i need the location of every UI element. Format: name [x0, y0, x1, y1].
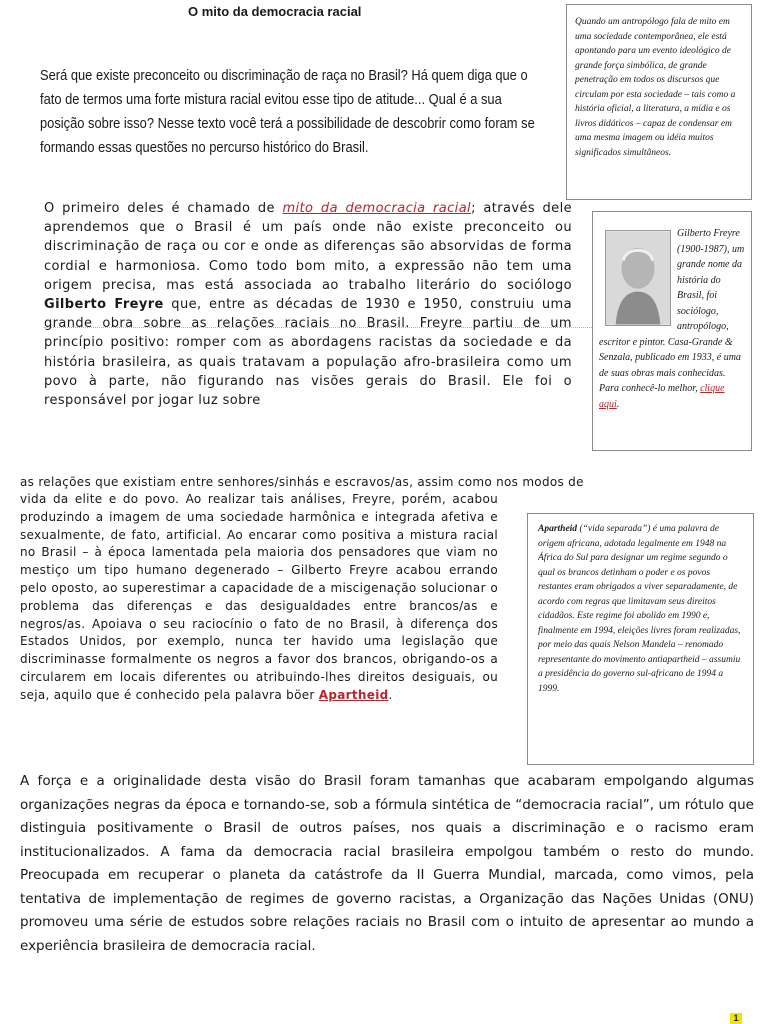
apartheid-term: Apartheid — [538, 524, 578, 534]
freyre-link[interactable]: clique aqui — [599, 383, 725, 410]
freyre-portrait-image — [605, 230, 671, 326]
apartheid-link[interactable]: Apartheid — [318, 687, 389, 702]
freyre-name: Gilberto Freyre — [44, 297, 164, 313]
dotted-divider — [44, 327, 592, 328]
sidebox-myth-text: Quando um antropólogo fala de mito em uma sociedade contemporânea, ele está apontando para um evento ideológico de grande força simbólica, de grande penetração em todos os discursos que circulam por esta sociedade – tais como a história oficial, a literatura, a mídia e os livros didáticos – capaz de condensar em uma mesma imagem ou idéia muitos significados simultâneos. — [575, 17, 736, 158]
paragraph-2: as relações que existiam entre senhores/sinhás e escravos/as, assim como nos modos de — [20, 475, 584, 489]
sidebox-apartheid — [527, 513, 754, 765]
p3-end: . — [388, 687, 393, 702]
p1-text-a: O primeiro deles é chamado de — [44, 201, 275, 216]
sidebox-freyre-text: Gilberto Freyre (1900-1987), um grande nome da história do Brasil, foi sociólogo, antropólogo, escritor e pintor. Casa-Grande & Senzala, publicado em 1933, é uma de suas obras mais conhecidas. Para conhecê-lo melhor, — [599, 228, 745, 394]
p3-text: vida da elite e do povo. Ao realizar tais análises, Freyre, porém, acabou produzindo a imagem de uma sociedade harmônica e integrada afetiva e sexualmente, de fato, artificial. Ao encarar como positiva a mistura racial no Brasil – à época lamentada pela maioria dos pensadores que viam no mestiço um tipo humano degenerado – Gilberto Freyre acabou errando pelo oposto, ao superestimar a capacidade de a miscigenação solucionar o problema das diferenças e das desigualdades entre brancos/as e negros/as. Apoiava o seu raciocínio o fato de no Brasil, à diferença dos Estados Unidos, por exemplo, nunca ter havido uma legislação que discriminasse formalmente os negros a favor dos brancos, obrigando-os a circularem em locais diferentes ou atribuindo-lhes direitos desiguais, ou seja, aquilo que é conhecido pela palavra böer — [20, 492, 498, 702]
sidebox-apartheid-text: (“vida separada”) é uma palavra de origem africana, adotada legalmente em 1948 na África do Sul para designar um regime segundo o qual os brancos detinham o poder e os povos restantes eram obrigados a viver separadamente, de acordo com regras que limitavam seus direitos cidadãos. Este regime foi abolido em 1990 e, finalmente em 1994, eleições livres foram realizadas, por meio das quais Nelson Mandela – renomado representante do movimento antiapartheid – assumiu a presidência do governo sul-africano de 1994 a 1999. — [538, 524, 741, 694]
democracy-myth-link[interactable]: mito da democracia racial — [282, 201, 472, 216]
paragraph-4: A força e a originalidade desta visão do Brasil foram tamanhas que acabaram empolgando algumas organizações negras da época e tornando-se, sob a fórmula sintética de “democracia racial”, um rótulo que distinguia positivamente o Brasil de outros países, nos quais a discriminação e o racismo eram institucionalizados. A fama da democracia racial brasileira empolgou também o resto do mundo. Preocupada em recuperar o planeta da catástrofe da II Guerra Mundial, marcada, como vimos, pela tentativa de implementação de regimes de governo racistas, a Organização das Nações Unidas (ONU) promoveu uma série de estudos sobre relações raciais no Brasil com o intuito de apresentar ao mundo a experiência brasileira de democracia racial. — [20, 773, 754, 954]
p1-text-c: que, entre as décadas de 1930 e 1950, construiu uma grande obra sobre as relações raciais no Brasil. Freyre partiu de um princípio positivo: romper com as abordagens racistas da sociedade e da história brasileira, as quais tratavam a população afro-brasileira como um povo à parte, não figurando nas visões gerais do Brasil. Ele foi o responsável por jogar luz sobre — [44, 297, 572, 409]
page-title: O mito da democracia racial — [188, 4, 362, 19]
paragraph-1 — [44, 199, 572, 410]
p1-text-b: ; através dele aprendemos que o Brasil é um país onde não existe preconceito ou discriminação de raça ou cor e onde as diferenças são absorvidas de forma cordial e harmoniosa. Como todo bom mito, a expressão não tem uma origem precisa, mas está associada ao trabalho literário do sociólogo — [44, 201, 572, 293]
paragraph-3 — [20, 491, 498, 705]
page-number: 1 — [730, 1013, 742, 1024]
intro-paragraph: Será que existe preconceito ou discriminação de raça no Brasil? Há quem diga que o fato de termos uma forte mistura racial evitou esse tipo de atitude... Qual é a sua posição sobre isso? Nesse texto você terá a possibilidade de descobrir como foram se formando essas questões no percurso histórico do Brasil. — [40, 67, 535, 156]
sidebox-freyre — [592, 211, 752, 451]
sidebox-myth — [566, 4, 752, 200]
freyre-link-end: . — [616, 398, 620, 410]
portrait-icon — [606, 231, 670, 325]
